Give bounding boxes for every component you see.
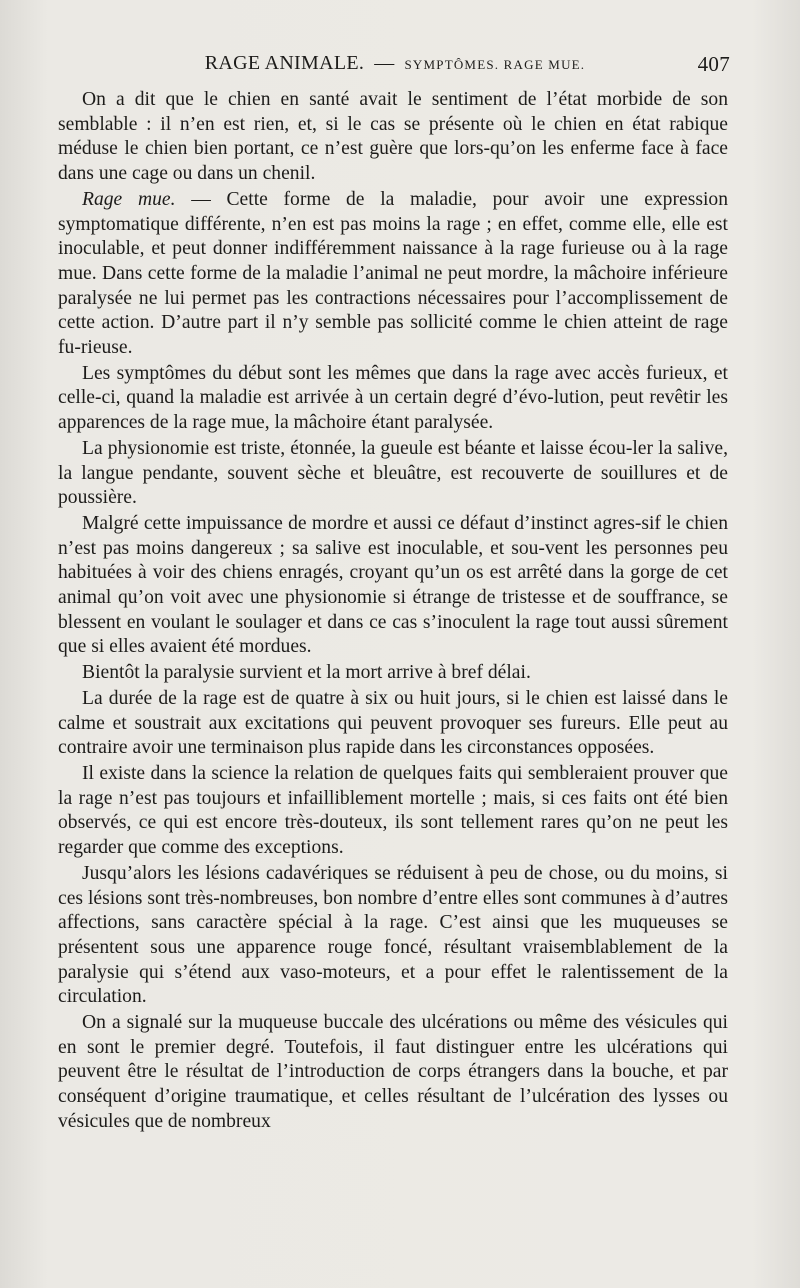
paragraph-4: La physionomie est triste, étonnée, la gueule est béante et laisse écou-ler la salive, la langue pendante, souvent sèche et bleuâtre, est recouverte de souillures et de poussière. [58,437,728,509]
running-header [60,52,730,82]
paragraph-9: Jusqu’alors les lésions cadavériques se réduisent à peu de chose, ou du moins, si ces lésions sont très-nombreuses, bon nombre d’entre elles sont communes à d’autres affections, sans caractère spécial à la rage. C’est ainsi que les muqueuses se présentent sous une apparence rouge foncé, résultant vraisemblablement de la paralysie qui s’étend aux vaso-moteurs, et a pour effet le ralentissement de la circulation. [58,862,728,1008]
paragraph-10: On a signalé sur la muqueuse buccale des ulcérations ou même des vésicules qui en sont le premier degré. Toutefois, il faut distinguer entre les ulcérations qui peuvent être le résultat de l’introduction de corps étrangers dans la bouche, et par conséquent d’origine traumatique, et celles résultant de l’ulcération des lysses ou vésicules que de nombreux [58,1012,728,1132]
paragraph-2-text: — Cette forme de la maladie, pour avoir une expression symptomatique différente, n’en est pas moins la rage ; en effet, comme elle, elle est inoculable, et peut donner indifféremment naissance à la rage furieuse ou à la rage mue. Dans cette forme de la maladie l’animal ne peut mordre, la mâchoire inférieure paralysée ne lui permet pas les contractions nécessaires pour l’accomplissement de cette action. D’autre part il n’y semble pas sollicité comme le chien atteint de rage fu-rieuse. [58,188,728,359]
body-text [58,88,728,1135]
header-title: RAGE ANIMALE. [204,52,365,74]
paragraph-8: Il existe dans la science la relation de quelques faits qui sembleraient prouver que la rage n’est pas toujours et infailliblement mortelle ; mais, si ces faits ont été bien observés, ce qui est encore très-douteux, ils sont tellement rares qu’on ne peut les regarder que comme des exceptions. [58,762,728,859]
paragraph-5: Malgré cette impuissance de mordre et aussi ce défaut d’instinct agres-sif le chien n’est pas moins dangereux ; sa salive est inoculable, et sou-vent les personnes peu habituées à voir des chiens enragés, croyant qu’un os est arrêté dans la gorge de cet animal qu’on voit avec une physionomie si étrange de tristesse et de souffrance, se blessent en voulant le soulager et dans ce cas s’inoculent la rage tout aussi sûrement que si elles avaient été mordues. [58,512,728,658]
section-heading-rage-mue: Rage mue. [82,188,176,210]
paragraph-1: On a dit que le chien en santé avait le sentiment de l’état morbide de son semblable : il n’en est rien, et, si le cas se présente où le chien en état rabique méduse le chien bien portant, ce n’est guère que lors-qu’on les enferme face à face dans une cage ou dans un chenil. [58,89,728,185]
paragraph-6: Bientôt la paralysie survient et la mort arrive à bref délai. [82,662,531,684]
header-dash: — [374,52,395,74]
paragraph-2 [58,188,728,361]
page-number: 407 [697,52,730,76]
header-subtitle: SYMPTÔMES. RAGE MUE. [404,57,586,72]
paragraph-3: Les symptômes du début sont les mêmes que dans la rage avec accès furieux, et celle-ci, quand la maladie est arrivée à un certain degré d’évo-lution, peut revêtir les apparences de la rage mue, la mâchoire étant paralysée. [58,362,728,434]
paragraph-7: La durée de la rage est de quatre à six ou huit jours, si le chien est laissé dans le calme et soustrait aux excitations qui peuvent provoquer ses fureurs. Elle peut au contraire avoir une terminaison plus rapide dans les circonstances opposées. [58,687,728,759]
